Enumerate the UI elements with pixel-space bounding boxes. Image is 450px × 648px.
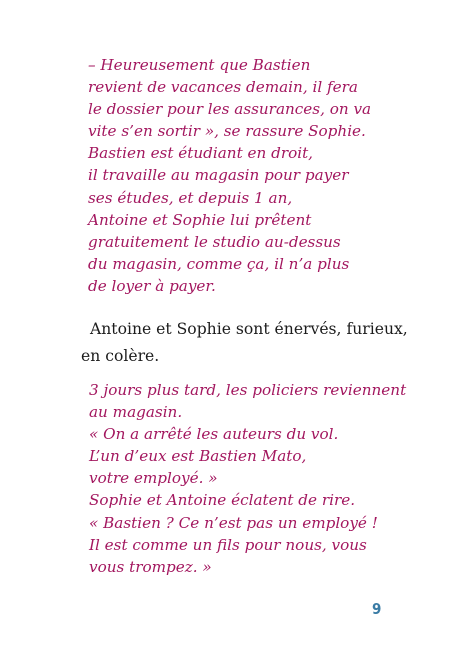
roman-paragraph [81, 316, 408, 370]
text-line: 3 jours plus tard, les policiers reviennent [89, 381, 407, 399]
text-line: – Heureusement que Bastien [88, 56, 311, 74]
text-line: votre employé. » [89, 469, 218, 488]
text-line: vite s’en sortir », se rassure Sophie. [88, 122, 366, 141]
text-line: du magasin, comme ça, il n’a plus [88, 254, 350, 273]
text-line: « On a arrêté les auteurs du vol. [89, 425, 339, 444]
italic-paragraph-1 [88, 54, 371, 297]
text-line: il travaille au magasin pour payer [88, 166, 349, 185]
text-line: Antoine et Sophie lui prêtent [88, 210, 312, 229]
text-line: vous trompez. » [89, 557, 212, 576]
text-line: de loyer à payer. [88, 276, 216, 295]
text-line: Il est comme un fils pour nous, vous [89, 535, 367, 554]
text-line: Antoine et Sophie sont énervés, furieux, [90, 320, 408, 338]
text-line: Sophie et Antoine éclatent de rire. [89, 491, 356, 510]
text-line: Bastien est étudiant en droit, [88, 144, 314, 163]
italic-paragraph-2 [89, 379, 406, 578]
text-line: ses études, et depuis 1 an, [88, 188, 293, 207]
text-line: le dossier pour les assurances, on va [88, 100, 372, 119]
text-line: revient de vacances demain, il fera [88, 78, 358, 97]
page-number: 9 [372, 600, 382, 618]
text-line: au magasin. [89, 403, 183, 422]
text-line: gratuitement le studio au-dessus [88, 232, 341, 251]
text-line: en colère. [81, 347, 160, 365]
text-line: « Bastien ? Ce n’est pas un employé ! [89, 513, 378, 532]
text-line: L’un d’eux est Bastien Mato, [89, 447, 307, 466]
